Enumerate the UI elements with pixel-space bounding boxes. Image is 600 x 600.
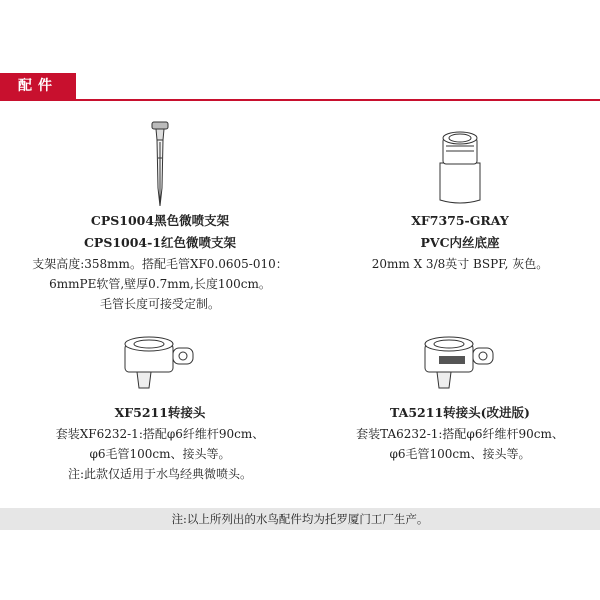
footer-note: 注:以上所列出的水鸟配件均为托罗厦门工厂生产。	[0, 508, 600, 530]
product-title: XF5211转接头	[114, 405, 206, 420]
stake-image	[140, 118, 180, 208]
product-desc-line: φ6毛管100cm、接头等。	[389, 447, 531, 461]
product-desc-line: 注:此款仅适用于水鸟经典微喷头。	[67, 467, 253, 481]
product-desc-line: 6mmPE软管,壁厚0.7mm,长度100cm。	[49, 277, 271, 291]
product-desc-line: 20mm X 3/8英寸 BSPF, 灰色。	[371, 257, 549, 271]
product-ta5211	[320, 330, 600, 464]
product-title: CPS1004黑色微喷支架	[90, 213, 230, 228]
section-title: 配件	[0, 73, 76, 99]
product-xf5211	[0, 330, 320, 484]
product-desc-line: 支架高度:358mm。搭配毛管XF0.0605-010：	[32, 257, 288, 271]
adapter-image	[430, 118, 490, 208]
product-subtitle: PVC内丝底座	[420, 235, 500, 250]
product-desc-line: 套装XF6232-1:搭配φ6纤维杆90cm、	[55, 427, 265, 441]
product-title: XF7375-GRAY	[411, 213, 509, 228]
section-header	[0, 73, 600, 101]
product-desc-line: 毛管长度可接受定制。	[99, 297, 220, 311]
product-subtitle: CPS1004-1红色微喷支架	[83, 235, 237, 250]
product-cps1004	[0, 118, 320, 314]
product-xf7375	[320, 118, 600, 274]
product-desc-line: 套装TA6232-1:搭配φ6纤维杆90cm、	[356, 427, 564, 441]
product-title: TA5211转接头(改进版)	[390, 405, 530, 420]
product-desc-line: φ6毛管100cm、接头等。	[89, 447, 231, 461]
adapter-image	[115, 330, 205, 392]
adapter-image	[415, 330, 505, 392]
